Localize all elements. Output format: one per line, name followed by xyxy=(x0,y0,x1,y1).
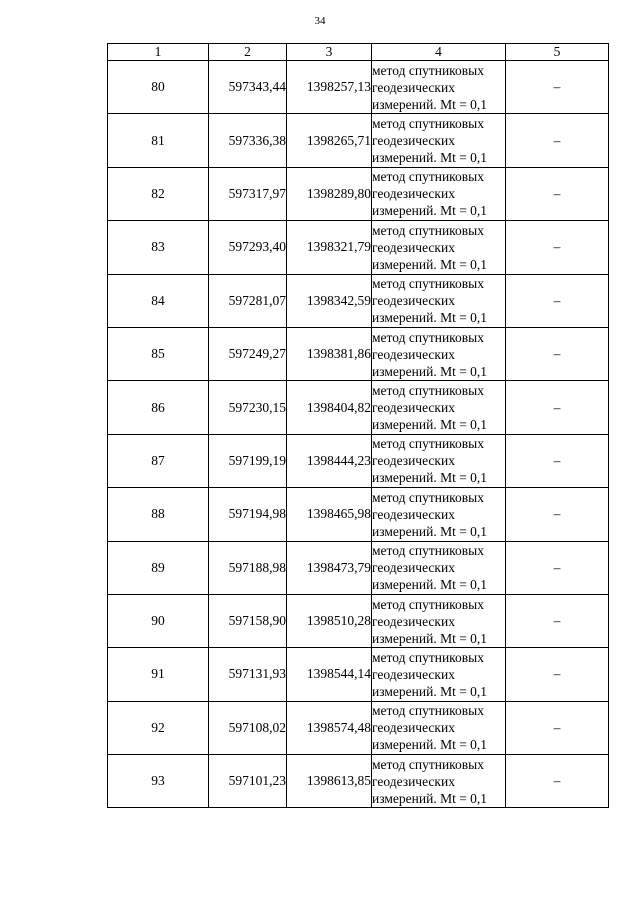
table-row xyxy=(108,648,609,701)
table-row xyxy=(108,327,609,380)
point-number-cell: 85 xyxy=(108,327,209,380)
column-header-1: 1 xyxy=(108,44,209,61)
x-coordinate-cell: 597188,98 xyxy=(209,541,287,594)
x-coordinate-cell: 597343,44 xyxy=(209,61,287,114)
method-cell: метод спутниковых геодезических измерений. Mt = 0,1 xyxy=(372,327,506,380)
x-coordinate-cell: 597317,97 xyxy=(209,167,287,220)
x-coordinate-cell: 597131,93 xyxy=(209,648,287,701)
table-row xyxy=(108,167,609,220)
table-body xyxy=(108,61,609,808)
method-cell: метод спутниковых геодезических измерений. Mt = 0,1 xyxy=(372,434,506,487)
note-cell: – xyxy=(506,167,609,220)
y-coordinate-cell: 1398473,79 xyxy=(287,541,372,594)
table-row xyxy=(108,755,609,808)
x-coordinate-cell: 597194,98 xyxy=(209,488,287,541)
note-cell: – xyxy=(506,594,609,647)
note-cell: – xyxy=(506,755,609,808)
table-row xyxy=(108,488,609,541)
table-row xyxy=(108,114,609,167)
point-number-cell: 81 xyxy=(108,114,209,167)
y-coordinate-cell: 1398613,85 xyxy=(287,755,372,808)
y-coordinate-cell: 1398404,82 xyxy=(287,381,372,434)
column-header-4: 4 xyxy=(372,44,506,61)
note-cell: – xyxy=(506,488,609,541)
point-number-cell: 91 xyxy=(108,648,209,701)
table-row xyxy=(108,541,609,594)
y-coordinate-cell: 1398342,59 xyxy=(287,274,372,327)
point-number-cell: 90 xyxy=(108,594,209,647)
y-coordinate-cell: 1398465,98 xyxy=(287,488,372,541)
table-header-row xyxy=(108,44,609,61)
method-cell: метод спутниковых геодезических измерений. Mt = 0,1 xyxy=(372,167,506,220)
method-cell: метод спутниковых геодезических измерений. Mt = 0,1 xyxy=(372,648,506,701)
point-number-cell: 82 xyxy=(108,167,209,220)
x-coordinate-cell: 597108,02 xyxy=(209,701,287,754)
method-cell: метод спутниковых геодезических измерений. Mt = 0,1 xyxy=(372,488,506,541)
x-coordinate-cell: 597230,15 xyxy=(209,381,287,434)
point-number-cell: 89 xyxy=(108,541,209,594)
method-cell: метод спутниковых геодезических измерений. Mt = 0,1 xyxy=(372,381,506,434)
coordinates-table xyxy=(107,43,609,808)
y-coordinate-cell: 1398257,13 xyxy=(287,61,372,114)
table-row xyxy=(108,594,609,647)
y-coordinate-cell: 1398321,79 xyxy=(287,221,372,274)
column-header-5: 5 xyxy=(506,44,609,61)
y-coordinate-cell: 1398544,14 xyxy=(287,648,372,701)
x-coordinate-cell: 597293,40 xyxy=(209,221,287,274)
point-number-cell: 87 xyxy=(108,434,209,487)
note-cell: – xyxy=(506,61,609,114)
table-row xyxy=(108,61,609,114)
table-row xyxy=(108,381,609,434)
x-coordinate-cell: 597101,23 xyxy=(209,755,287,808)
y-coordinate-cell: 1398444,23 xyxy=(287,434,372,487)
table-row xyxy=(108,701,609,754)
x-coordinate-cell: 597281,07 xyxy=(209,274,287,327)
method-cell: метод спутниковых геодезических измерений. Mt = 0,1 xyxy=(372,594,506,647)
point-number-cell: 88 xyxy=(108,488,209,541)
note-cell: – xyxy=(506,434,609,487)
method-cell: метод спутниковых геодезических измерений. Mt = 0,1 xyxy=(372,755,506,808)
note-cell: – xyxy=(506,327,609,380)
point-number-cell: 80 xyxy=(108,61,209,114)
point-number-cell: 83 xyxy=(108,221,209,274)
y-coordinate-cell: 1398289,80 xyxy=(287,167,372,220)
page-number: 34 xyxy=(314,15,326,27)
note-cell: – xyxy=(506,381,609,434)
method-cell: метод спутниковых геодезических измерений. Mt = 0,1 xyxy=(372,274,506,327)
note-cell: – xyxy=(506,701,609,754)
note-cell: – xyxy=(506,221,609,274)
note-cell: – xyxy=(506,114,609,167)
note-cell: – xyxy=(506,274,609,327)
method-cell: метод спутниковых геодезических измерений. Mt = 0,1 xyxy=(372,114,506,167)
table-row xyxy=(108,274,609,327)
note-cell: – xyxy=(506,648,609,701)
column-header-3: 3 xyxy=(287,44,372,61)
point-number-cell: 92 xyxy=(108,701,209,754)
y-coordinate-cell: 1398381,86 xyxy=(287,327,372,380)
y-coordinate-cell: 1398510,28 xyxy=(287,594,372,647)
x-coordinate-cell: 597336,38 xyxy=(209,114,287,167)
point-number-cell: 86 xyxy=(108,381,209,434)
x-coordinate-cell: 597199,19 xyxy=(209,434,287,487)
x-coordinate-cell: 597249,27 xyxy=(209,327,287,380)
point-number-cell: 84 xyxy=(108,274,209,327)
note-cell: – xyxy=(506,541,609,594)
method-cell: метод спутниковых геодезических измерений. Mt = 0,1 xyxy=(372,701,506,754)
table-row xyxy=(108,221,609,274)
method-cell: метод спутниковых геодезических измерений. Mt = 0,1 xyxy=(372,541,506,594)
y-coordinate-cell: 1398574,48 xyxy=(287,701,372,754)
method-cell: метод спутниковых геодезических измерений. Mt = 0,1 xyxy=(372,61,506,114)
point-number-cell: 93 xyxy=(108,755,209,808)
column-header-2: 2 xyxy=(209,44,287,61)
x-coordinate-cell: 597158,90 xyxy=(209,594,287,647)
table-row xyxy=(108,434,609,487)
method-cell: метод спутниковых геодезических измерений. Mt = 0,1 xyxy=(372,221,506,274)
y-coordinate-cell: 1398265,71 xyxy=(287,114,372,167)
